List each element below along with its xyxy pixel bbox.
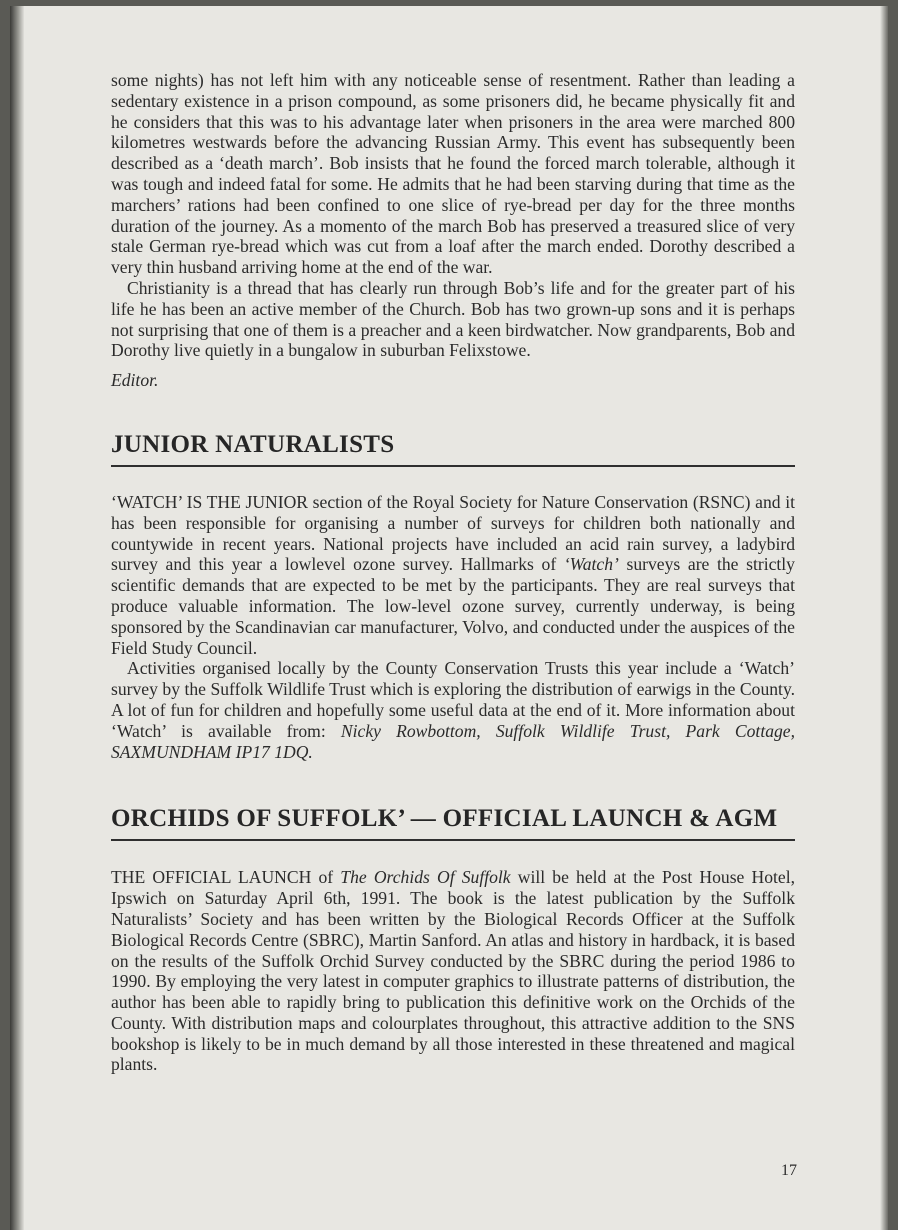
orchids-section <box>111 804 795 1075</box>
junior-p1-text-a: ‘WATCH’ IS THE JUNIOR section of the Royal Society for Nature Conservation (RSNC) and it has been responsible for organising a number of surveys for children both nationally and countywide in recent years. National projects have included an acid rain survey, a ladybird survey and this year a lowlevel ozone survey. Hallmarks of <box>111 491 795 575</box>
orchids-book-title: The Orchids Of Suffolk <box>340 867 511 888</box>
orchids-p1-text-b: will be held at the Post House Hotel, Ipswich on Saturday April 6th, 1991. The book is the latest publication by the Suffolk Naturalists’ Society and has been written by the Biological Records Officer at the Suffolk Biological Records Centre (SBRC), Martin Sanford. An atlas and history in hardback, it is based on the results of the Suffolk Orchid Survey conducted by the SBRC during the period 1986 to 1990. By employing the very latest in computer graphics to illustrate patterns of distribution, the author has been able to rapidly bring to publication this definitive work on the Orchids of the County. With distribution maps and colourplates throughout, this attractive addition to the SNS bookshop is likely to be in much demand by all those interested in these threatened and magical plants. <box>111 867 795 1075</box>
intro-paragraph-1: some nights) has not left him with any noticeable sense of resentment. Rather than leading a sedentary existence in a prison compound, as some prisoners did, he became physically fit and he considers that this was to his advantage later when prisoners in the area were marched 800 kilometres westwards before the advancing Russian Army. This event has subsequently been described as a ‘death march’. Bob insists that he found the forced march tolerable, although it was tough and indeed fatal for some. He admits that he had been starving during that time as the marchers’ rations had been confined to one slice of rye-bread per day for the three months duration of the journey. As a momento of the march Bob has preserved a treasured slice of very stale German rye-bread which was cut from a loaf after the march ended. Dorothy described a very thin husband arriving home at the end of the war. <box>111 70 795 278</box>
heading-rule <box>111 839 795 841</box>
page-content <box>111 70 795 1075</box>
junior-p2-text: Activities organised locally by the County Conservation Trusts this year include a ‘Watch’ survey by the Suffolk Wildlife Trust which is exploring the distribution of earwigs in the County. A lot of fun for children and hopefully some useful data at the end of it. More information about ‘Watch’ is available from: <box>111 658 795 741</box>
junior-naturalists-section <box>111 430 795 762</box>
junior-paragraph-1 <box>111 492 795 658</box>
heading-rule <box>111 465 795 467</box>
junior-naturalists-heading: JUNIOR NATURALISTS <box>111 430 395 458</box>
orchids-heading: ORCHIDS OF SUFFOLK’ — OFFICIAL LAUNCH & AGM <box>111 805 778 833</box>
orchids-paragraph-1 <box>111 867 795 1075</box>
orchids-p1-text-a: THE OFFICIAL LAUNCH of <box>111 867 341 888</box>
junior-p1-text-b: surveys are the strictly scientific demands that are expected to be met by the participants. They are real surveys that produce valuable information. The low-level ozone survey, currently underway, is being sponsored by the Scandinavian car manufacturer, Volvo, and conducted under the auspices of the Field Study Council. <box>111 554 795 658</box>
editor-signoff: Editor. <box>111 370 159 391</box>
junior-p2-address: Nicky Rowbottom, Suffolk Wildlife Trust, Park Cottage, SAXMUNDHAM IP17 1DQ. <box>111 720 796 762</box>
page-number: 17 <box>781 1162 797 1179</box>
document-page <box>10 6 888 1230</box>
junior-paragraph-2 <box>111 658 795 762</box>
intro-paragraph-2: Christianity is a thread that has clearly run through Bob’s life and for the greater part of his life he has been an active member of the Church. Bob has two grown-up sons and it is perhaps not surprising that one of them is a preacher and a keen birdwatcher. Now grandparents, Bob and Dorothy live quietly in a bungalow in suburban Felixstowe. <box>111 277 795 361</box>
junior-p1-watch: ‘Watch’ <box>563 554 619 575</box>
